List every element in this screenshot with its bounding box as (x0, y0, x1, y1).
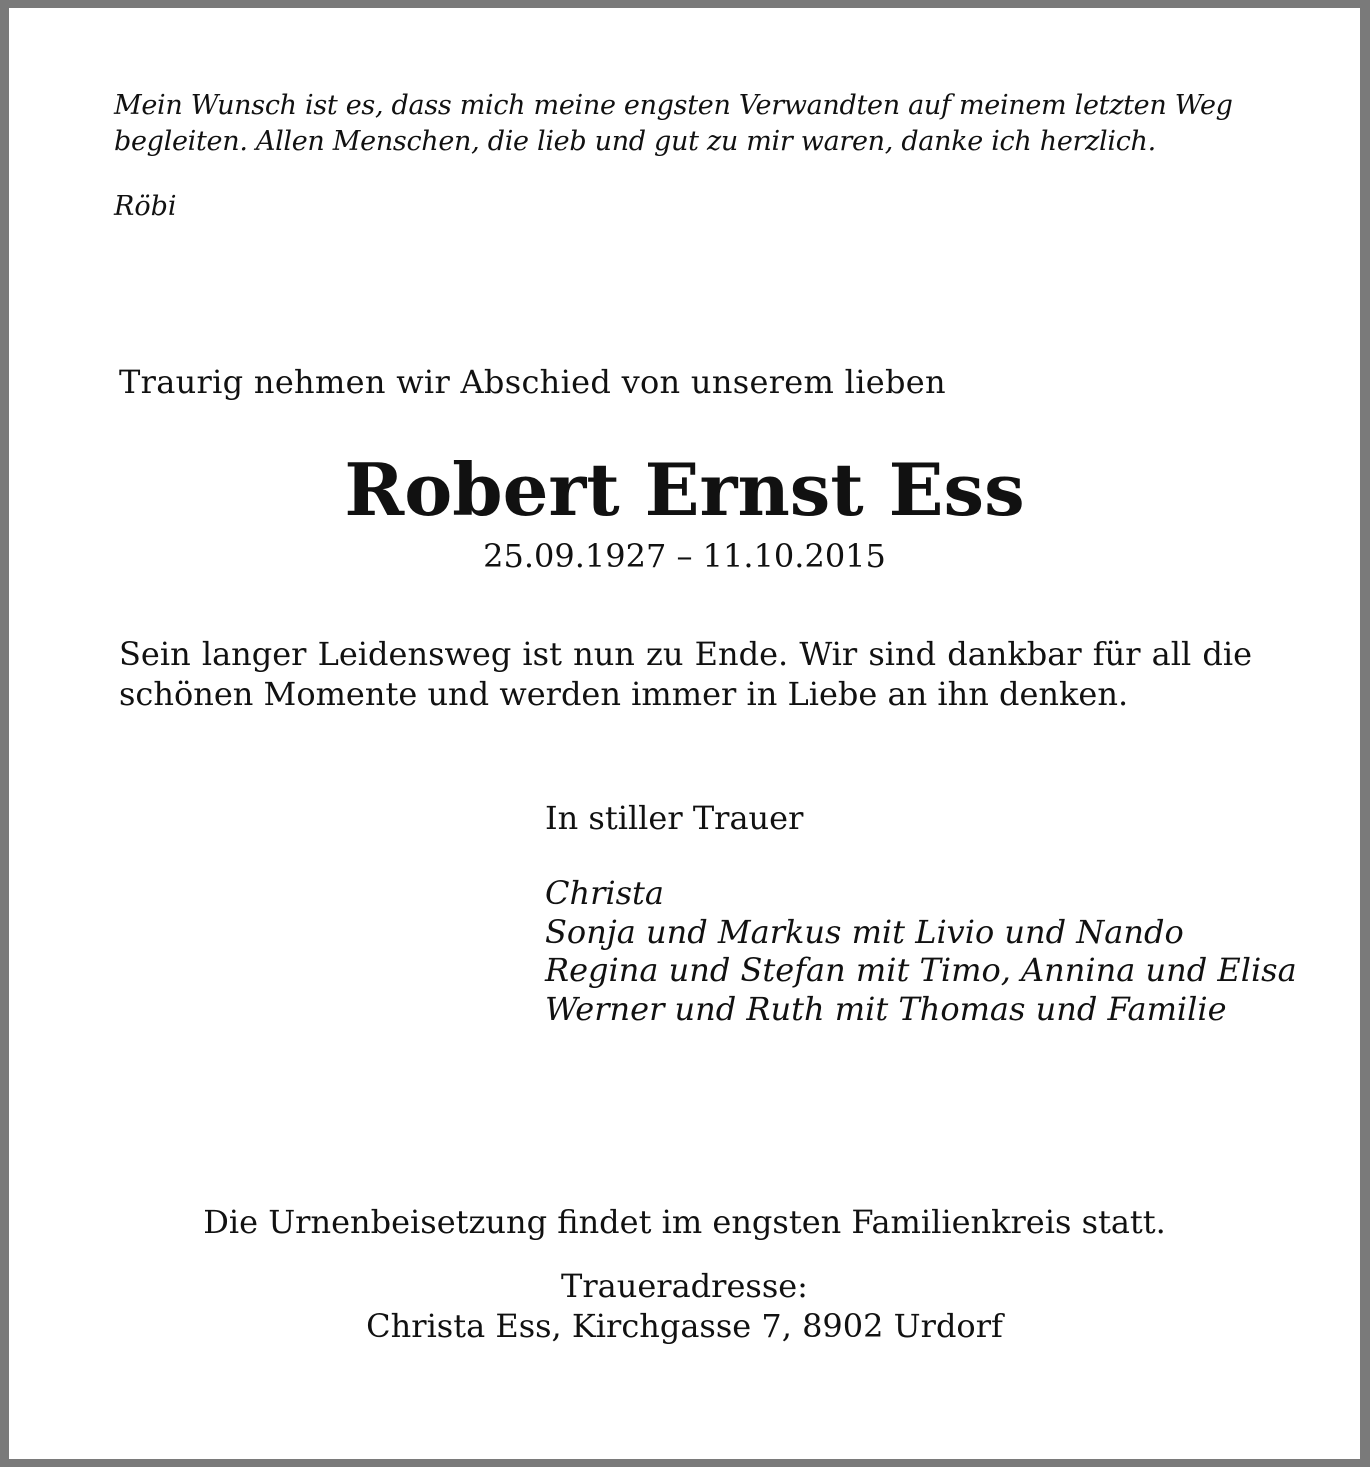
deceased-name: Robert Ernst Ess (344, 447, 1025, 532)
mourner-entry: Werner und Ruth mit Thomas und Familie (545, 989, 1227, 1028)
intro-text: Traurig nehmen wir Abschied von unserem lieben (119, 363, 946, 401)
quote-line: Mein Wunsch ist es, dass mich meine engsten Verwandten auf meinem letzten Weg (114, 90, 1233, 121)
mourner-entry: Christa (545, 874, 664, 912)
mourners-list (545, 874, 1297, 1028)
quote-signature: Röbi (114, 191, 177, 222)
mourner-entry: Regina und Stefan mit Timo, Annina und Elisa (545, 951, 1297, 989)
burial-notice: Die Urnenbeisetzung findet im engsten Familienkreis statt. (203, 1203, 1166, 1241)
opening-quote (114, 88, 1233, 160)
life-dates: 25.09.1927 – 11.10.2015 (483, 537, 886, 575)
address-label: Traueradresse: (561, 1267, 808, 1305)
mourner-entry: Sonja und Markus mit Livio und Nando (545, 912, 1184, 951)
mourning-heading: In stiller Trauer (545, 799, 804, 837)
mourning-address: Christa Ess, Kirchgasse 7, 8902 Urdorf (366, 1307, 1003, 1345)
farewell-message: Sein langer Leidensweg ist nun zu Ende. Wir sind dankbar für all die schönen Momente und werden immer in Liebe an ihn denken. (119, 635, 1252, 713)
quote-line: begleiten. Allen Menschen, die lieb und gut zu mir waren, danke ich herzlich. (114, 126, 1156, 157)
